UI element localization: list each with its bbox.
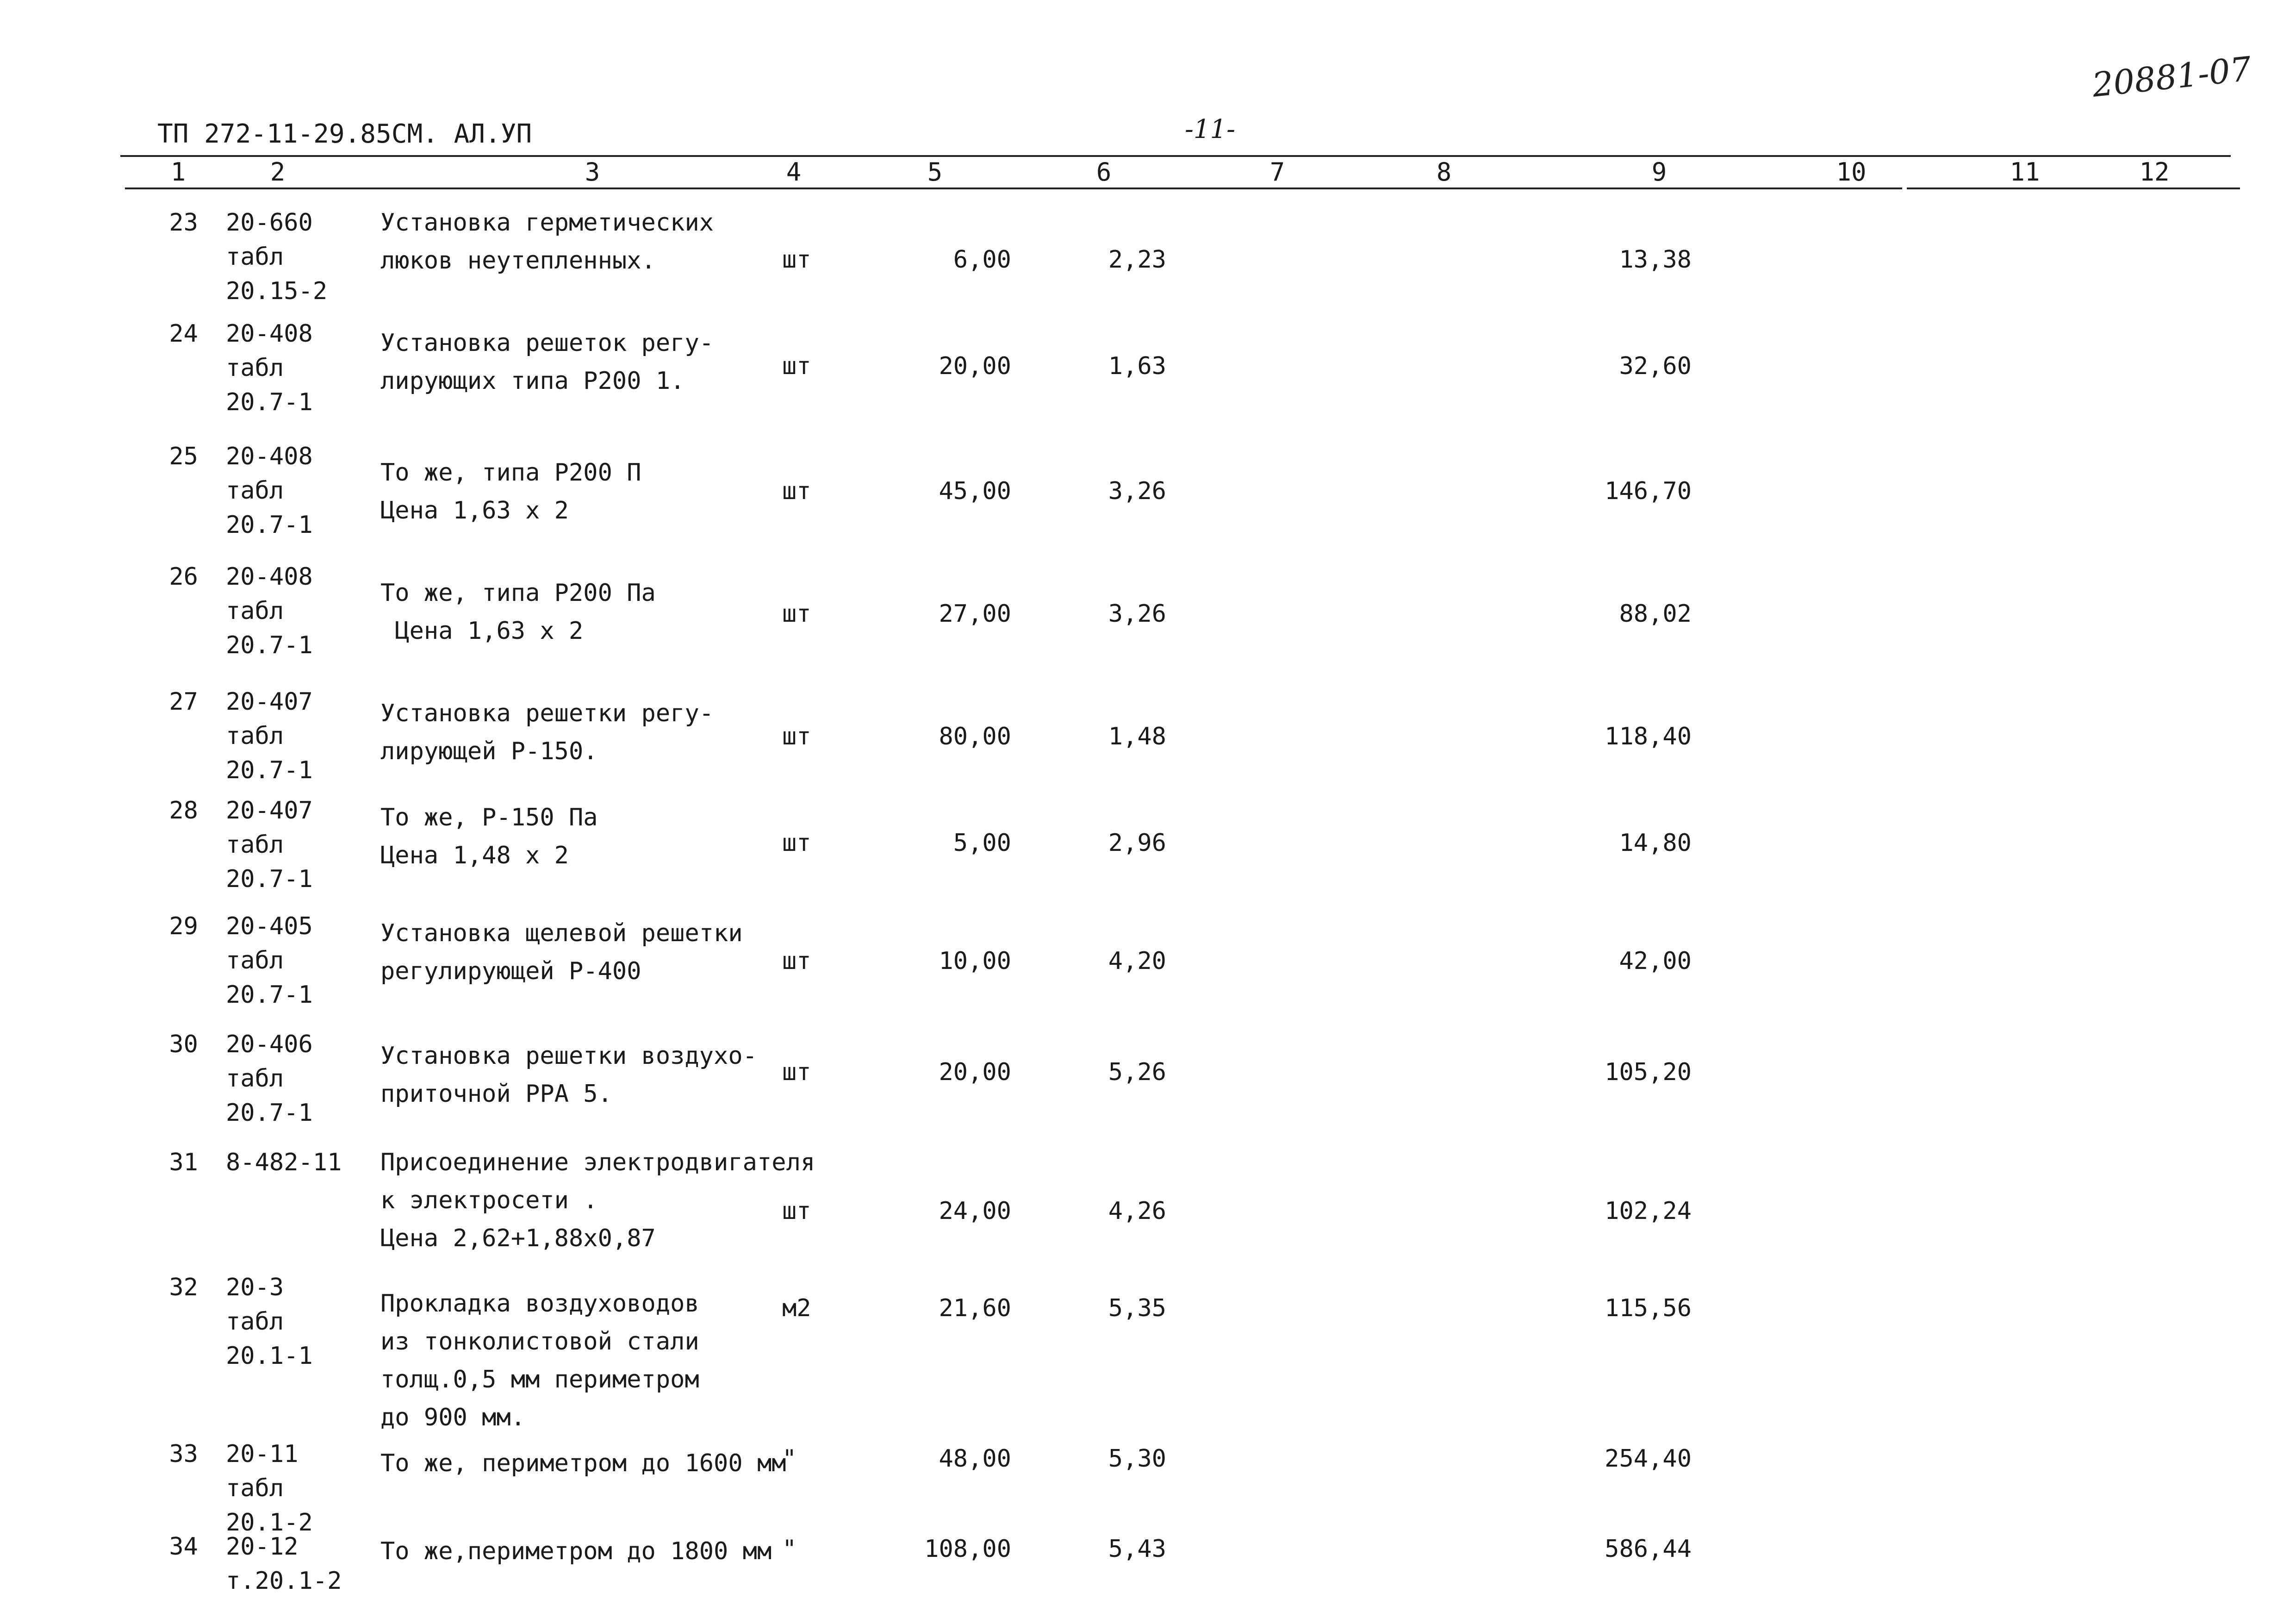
work-description: То же, Р-150 Па (380, 804, 598, 831)
quantity: 24,00 (939, 1197, 1011, 1225)
norm-code: 20-406 (226, 1031, 313, 1058)
unit: шт (782, 1058, 811, 1086)
header-rule-top (120, 155, 2231, 157)
total-cost: 115,56 (1605, 1294, 1692, 1322)
column-label: 5 (927, 157, 943, 187)
unit: м2 (782, 1294, 811, 1322)
doc-code: ТП 272-11-29.85СМ. АЛ.УП (157, 119, 532, 149)
norm-code: табл (226, 1308, 284, 1336)
column-label: 6 (1096, 157, 1112, 187)
page-number: -11- (1185, 114, 1236, 144)
unit: шт (782, 477, 811, 505)
header-rule-bottom-right (1907, 187, 2240, 189)
unit: " (782, 1535, 797, 1563)
total-cost: 146,70 (1605, 477, 1692, 505)
norm-code: табл (226, 597, 284, 625)
total-cost: 14,80 (1619, 829, 1692, 857)
norm-code: 20.1-1 (226, 1342, 313, 1370)
quantity: 20,00 (939, 1058, 1011, 1086)
norm-code: 8-482-11 (226, 1149, 342, 1176)
norm-code: табл (226, 354, 284, 382)
header-rule-bottom-left (125, 187, 1902, 189)
row-number: 30 (169, 1031, 198, 1058)
unit-price: 3,26 (1108, 600, 1166, 628)
unit-price: 5,43 (1108, 1535, 1166, 1563)
unit: " (782, 1445, 797, 1473)
norm-code: 20-408 (226, 563, 313, 591)
work-description: лирующих типа Р200 1. (380, 367, 685, 395)
total-cost: 586,44 (1605, 1535, 1692, 1563)
total-cost: 42,00 (1619, 947, 1692, 975)
norm-code: 20-660 (226, 209, 313, 237)
norm-code: 20.7-1 (226, 631, 313, 659)
row-number: 27 (169, 688, 198, 716)
work-description: люков неутепленных. (380, 247, 656, 275)
row-number: 24 (169, 320, 198, 348)
norm-code: 20.7-1 (226, 756, 313, 784)
quantity: 45,00 (939, 477, 1011, 505)
quantity: 108,00 (924, 1535, 1011, 1563)
norm-code: 20-407 (226, 688, 313, 716)
work-description: Установка решеток регу- (380, 329, 714, 357)
work-description: Цена 2,62+1,88х0,87 (380, 1224, 656, 1252)
total-cost: 88,02 (1619, 600, 1692, 628)
work-description: Прокладка воздуховодов (380, 1290, 699, 1318)
total-cost: 254,40 (1605, 1445, 1692, 1473)
column-label: 2 (270, 157, 286, 187)
unit: шт (782, 947, 811, 975)
row-number: 23 (169, 209, 198, 237)
work-description: Цена 1,48 х 2 (380, 842, 569, 869)
work-description: приточной РРА 5. (380, 1080, 612, 1108)
unit-price: 5,30 (1108, 1445, 1166, 1473)
norm-code: табл (226, 243, 284, 271)
column-label: 10 (1836, 157, 1867, 187)
row-number: 25 (169, 443, 198, 470)
work-description: Присоединение электродвигателя (380, 1149, 815, 1176)
unit-price: 1,48 (1108, 723, 1166, 750)
row-number: 29 (169, 912, 198, 940)
work-description: Установка решетки воздухо- (380, 1042, 757, 1070)
norm-code: табл (226, 477, 284, 505)
work-description: То же, типа Р200 Па (380, 579, 656, 607)
column-label: 7 (1269, 157, 1285, 187)
norm-code: табл (226, 1474, 284, 1502)
quantity: 48,00 (939, 1445, 1011, 1473)
row-number: 32 (169, 1274, 198, 1301)
row-number: 34 (169, 1533, 198, 1561)
norm-code: табл (226, 831, 284, 859)
quantity: 5,00 (953, 829, 1011, 857)
column-label: 9 (1651, 157, 1667, 187)
unit-price: 2,96 (1108, 829, 1166, 857)
work-description: толщ.0,5 мм периметром (380, 1366, 699, 1393)
unit-price: 4,20 (1108, 947, 1166, 975)
norm-code: 20.7-1 (226, 388, 313, 416)
quantity: 80,00 (939, 723, 1011, 750)
quantity: 10,00 (939, 947, 1011, 975)
column-label: 4 (786, 157, 802, 187)
norm-code: 20-407 (226, 797, 313, 824)
unit-price: 5,26 (1108, 1058, 1166, 1086)
norm-code: 20.7-1 (226, 1099, 313, 1127)
work-description: То же,периметром до 1800 мм (380, 1537, 772, 1565)
work-description: Установка щелевой решетки (380, 919, 743, 947)
norm-code: 20.7-1 (226, 865, 313, 893)
quantity: 6,00 (953, 246, 1011, 274)
work-description: из тонколистовой стали (380, 1328, 699, 1355)
work-description: Цена 1,63 х 2 (380, 617, 584, 645)
total-cost: 102,24 (1605, 1197, 1692, 1225)
work-description: до 900 мм. (380, 1404, 526, 1431)
norm-code: табл (226, 722, 284, 750)
row-number: 26 (169, 563, 198, 591)
unit: шт (782, 829, 811, 857)
row-number: 33 (169, 1440, 198, 1468)
work-description: Установка решетки регу- (380, 700, 714, 727)
unit: шт (782, 352, 811, 380)
work-description: Установка герметических (380, 209, 714, 237)
norm-code: т.20.1-2 (226, 1567, 342, 1595)
total-cost: 105,20 (1605, 1058, 1692, 1086)
column-label: 8 (1436, 157, 1452, 187)
unit-price: 3,26 (1108, 477, 1166, 505)
work-description: регулирующей Р-400 (380, 957, 641, 985)
row-number: 28 (169, 797, 198, 824)
norm-code: 20.15-2 (226, 277, 328, 305)
norm-code: 20-3 (226, 1274, 284, 1301)
row-number: 31 (169, 1149, 198, 1176)
unit-price: 2,23 (1108, 246, 1166, 274)
work-description: То же, периметром до 1600 мм (380, 1449, 786, 1477)
work-description: То же, типа Р200 П (380, 459, 641, 487)
unit-price: 1,63 (1108, 352, 1166, 380)
unit-price: 4,26 (1108, 1197, 1166, 1225)
norm-code: 20-405 (226, 912, 313, 940)
norm-code: 20-11 (226, 1440, 299, 1468)
quantity: 20,00 (939, 352, 1011, 380)
norm-code: 20.7-1 (226, 981, 313, 1009)
quantity: 21,60 (939, 1294, 1011, 1322)
norm-code: табл (226, 947, 284, 974)
column-label: 11 (2010, 157, 2040, 187)
norm-code: 20.7-1 (226, 511, 313, 539)
work-description: Цена 1,63 х 2 (380, 497, 569, 525)
column-label: 1 (170, 157, 186, 187)
norm-code: 20-408 (226, 320, 313, 348)
column-label: 3 (585, 157, 600, 187)
column-label: 12 (2139, 157, 2170, 187)
quantity: 27,00 (939, 600, 1011, 628)
total-cost: 13,38 (1619, 246, 1692, 274)
unit: шт (782, 600, 811, 628)
work-description: лирующей Р-150. (380, 737, 598, 765)
norm-code: 20-12 (226, 1533, 299, 1561)
handwritten-number: 20881-07 (2090, 49, 2253, 105)
unit-price: 5,35 (1108, 1294, 1166, 1322)
total-cost: 32,60 (1619, 352, 1692, 380)
total-cost: 118,40 (1605, 723, 1692, 750)
norm-code: табл (226, 1065, 284, 1093)
norm-code: 20.1-2 (226, 1509, 313, 1537)
unit: шт (782, 723, 811, 750)
work-description: к электросети . (380, 1187, 598, 1214)
unit: шт (782, 1197, 811, 1225)
norm-code: 20-408 (226, 443, 313, 470)
unit: шт (782, 246, 811, 274)
